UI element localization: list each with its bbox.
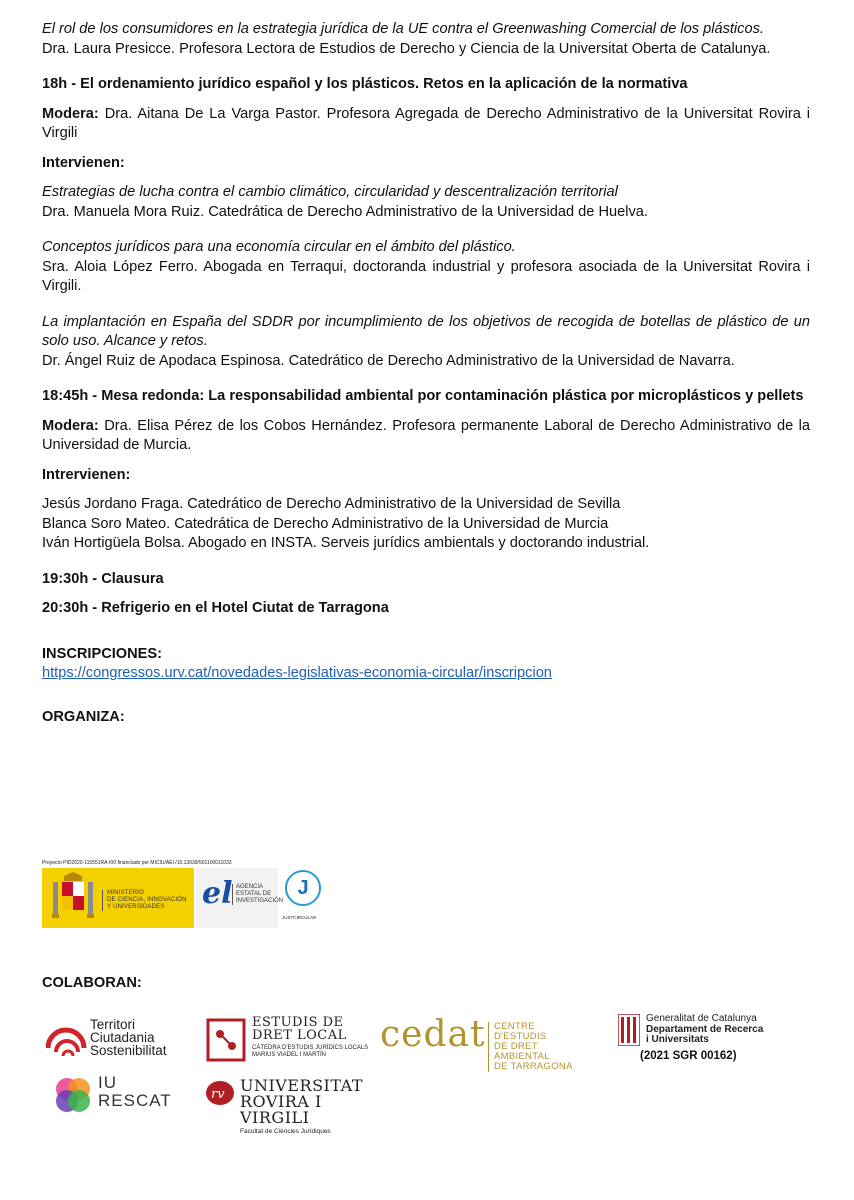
moderator-text: Dra. Aitana De La Varga Pastor. Profesora Agregada de Derecho Administrativo de la Universitat Rovira i Virgili	[42, 105, 810, 141]
iu-rescat-logo	[52, 1072, 192, 1118]
aei-line: INVESTIGACIÓN	[236, 898, 284, 904]
edl-line: ESTUDIS DE	[252, 1015, 344, 1030]
cedat-wordmark: cedat	[380, 1014, 486, 1055]
svg-text:rv: rv	[211, 1087, 225, 1102]
aei-logo	[196, 868, 284, 928]
panel-speaker: Iván Hortigüela Bolsa. Abogado en INSTA. Serveis jurídics ambientals y doctorando industrial.	[42, 535, 650, 551]
territori-logo	[46, 1018, 196, 1062]
organiza-label: ORGANIZA:	[42, 709, 125, 725]
registration-link[interactable]: https://congressos.urv.cat/novedades-legislativas-economia-circular/inscripcion	[42, 665, 552, 681]
cedat-logo	[380, 1014, 590, 1072]
ministerio-line: Y UNIVERSIDADES	[107, 904, 165, 910]
ministerio-logo	[42, 868, 194, 928]
moderator-text: Dra. Elisa Pérez de los Cobos Hernández. Profesora permanente Laboral de Derecho Administrativo de la Universidad de Murcia.	[42, 417, 810, 453]
ministerio-line: DE CIENCIA, INNOVACIÓN	[107, 897, 187, 903]
panel-speaker: Blanca Soro Mateo. Catedrática de Derecho Administrativo de la Universidad de Murcia	[42, 515, 609, 532]
ministerio-line: MINISTERIO	[107, 890, 145, 896]
urv-emblem-icon	[204, 1078, 236, 1108]
talk-title: Estrategias de lucha contra el cambio climático, circularidad y descentralización territorial	[42, 184, 618, 200]
project-note: Proyecto PID2020-115551RA-I00 financiado por MICIU/AEI /10.13039/501100011033	[42, 860, 232, 866]
urv-line: Facultat de Ciències Jurídiques	[240, 1128, 331, 1135]
edl-line: MARIUS VIADEL I MARTÍN	[252, 1052, 327, 1058]
aei-line: AGENCIA	[236, 884, 264, 890]
talk-speaker: Dr. Ángel Ruiz de Apodaca Espinosa. Catedrático de Derecho Administrativo de la Universidad de Navarra.	[42, 352, 735, 369]
iu-rescat-line: IU	[98, 1073, 117, 1092]
iu-rescat-line: RESCAT	[98, 1091, 172, 1110]
urv-line: UNIVERSITAT	[240, 1076, 364, 1095]
justcircular-text: JUSTCIRCULAR	[282, 915, 317, 920]
territori-arcs-icon	[46, 1020, 88, 1060]
talk-speaker: Sra. Aloia López Ferro. Abogada en Terraqui, doctoranda industrial y profesora asociada de la Universitat Rovira i Virgili.	[42, 258, 810, 294]
edl-line: DRET LOCAL	[252, 1028, 347, 1043]
territori-line: Sostenibilitat	[90, 1043, 167, 1058]
talk-title: Conceptos jurídicos para una economía circular en el ámbito del plástico.	[42, 239, 516, 255]
iu-rescat-circles-icon	[52, 1074, 94, 1116]
session2-speakers-label: Intrervienen:	[42, 466, 131, 483]
generalitat-line: Departament de Recerca	[646, 1023, 764, 1035]
talk-title: La implantación en España del SDDR por incumplimiento de los objetivos de recogida de botellas de plástico de un solo uso. Alcance y retos.	[42, 313, 810, 349]
territori-line: Territori	[90, 1017, 136, 1032]
panel-speaker: Jesús Jordano Fraga. Catedrático de Derecho Administrativo de la Universidad de Sevilla	[42, 496, 621, 512]
justcircular-logo	[280, 868, 328, 928]
session2-moderator	[42, 417, 810, 456]
talk-speaker: Dra. Manuela Mora Ruiz. Catedrática de Derecho Administrativo de la Universidad de Huelva.	[42, 203, 648, 220]
intro-speaker: Dra. Laura Presicce. Profesora Lectora de Estudios de Derecho y Ciencia de la Universitat Oberta de Catalunya.	[42, 40, 771, 57]
aei-line: ESTATAL DE	[236, 891, 272, 897]
urv-line: ROVIRA I VIRGILI	[240, 1092, 322, 1127]
urv-logo	[204, 1076, 374, 1135]
intro-talk-title: El rol de los consumidores en la estrategia jurídica de la UE contra el Greenwashing Comercial de los plásticos.	[42, 21, 764, 37]
generalitat-line: i Universitats	[646, 1034, 709, 1045]
sgr-code: (2021 SGR 00162)	[640, 1050, 737, 1062]
session1-heading: 18h - El ordenamiento jurídico español y los plásticos. Retos en la aplicación de la normativa	[42, 76, 688, 92]
spain-coat-of-arms-icon	[48, 872, 98, 924]
document-body	[42, 20, 810, 728]
moderator-label: Modera:	[42, 105, 99, 122]
cedat-line: DE TARRAGONA	[494, 1061, 573, 1072]
cedat-line: CENTRE D'ESTUDIS	[494, 1021, 547, 1042]
territori-line: Ciutadania	[90, 1030, 155, 1045]
justcircular-j-icon: J	[285, 870, 321, 906]
aei-mark-icon: el	[202, 876, 233, 911]
closing-item: 19:30h - Clausura	[42, 570, 164, 587]
session2-heading: 18:45h - Mesa redonda: La responsabilidad ambiental por contaminación plástica por microplásticos y pellets	[42, 388, 804, 404]
generalitat-logo	[618, 1014, 768, 1066]
edl-line: CÀTEDRA D'ESTUDIS JURÍDICS LOCALS	[252, 1045, 369, 1051]
moderator-label: Modera:	[42, 417, 99, 434]
cedat-line: DE DRET AMBIENTAL	[494, 1041, 550, 1062]
registration-label: INSCRIPCIONES:	[42, 645, 163, 662]
edl-emblem-icon	[206, 1018, 246, 1062]
colaboran-label: COLABORAN:	[42, 975, 142, 991]
generalitat-line: Generalitat de Catalunya	[646, 1013, 757, 1024]
session1-speakers-label: Intervienen:	[42, 154, 125, 171]
dinner-item: 20:30h - Refrigerio en el Hotel Ciutat de Tarragona	[42, 600, 389, 616]
estudis-dret-local-logo	[206, 1016, 376, 1064]
session1-moderator	[42, 105, 810, 144]
generalitat-senyera-icon	[618, 1014, 640, 1046]
